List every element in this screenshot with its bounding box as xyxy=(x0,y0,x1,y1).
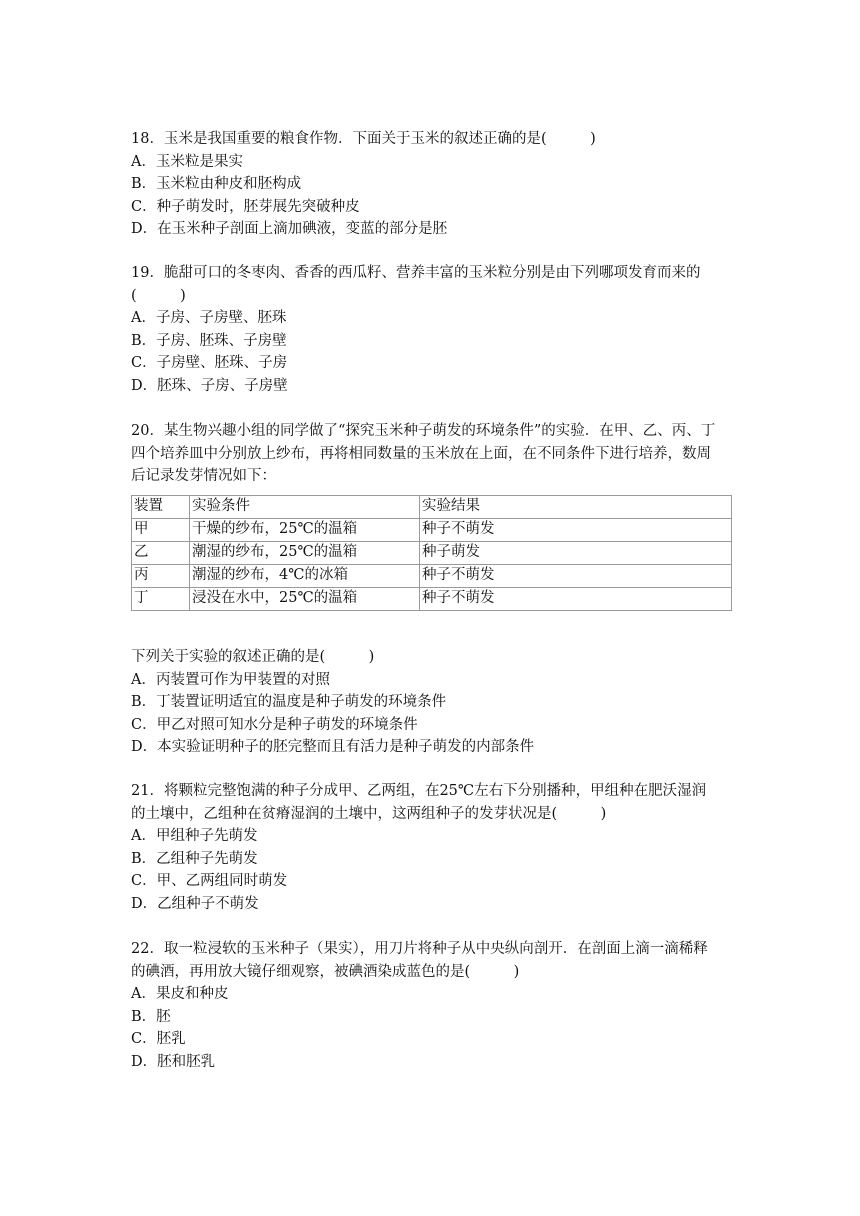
table-row xyxy=(132,541,732,564)
option-c: C．子房壁、胚珠、子房 xyxy=(131,355,288,371)
table-cell: 潮湿的纱布，25℃的温箱 xyxy=(190,541,420,564)
question-stem: 的碘酒，再用放大镜仔细观察，被碘酒染成蓝色的是( ) xyxy=(131,963,520,980)
table-cell: 种子不萌发 xyxy=(420,587,732,610)
table-row xyxy=(132,518,732,541)
option-a: A．玉米粒是果实 xyxy=(131,153,243,170)
question-19 xyxy=(131,262,731,397)
table-header-cell: 装置 xyxy=(132,495,190,518)
option-c: C．甲乙对照可知水分是种子萌发的环境条件 xyxy=(131,716,418,733)
option-c: C．种子萌发时，胚芽展先突破种皮 xyxy=(131,198,360,215)
option-d: D．胚珠、子房、子房壁 xyxy=(131,377,288,394)
option-b: B．丁装置证明适宜的温度是种子萌发的环境条件 xyxy=(131,694,447,710)
table-header-row xyxy=(132,495,732,518)
question-stem: 19．脆甜可口的冬枣肉、香香的西瓜籽、营养丰富的玉米粒分别是由下列哪项发育而来的 xyxy=(131,265,701,281)
question-18 xyxy=(131,128,731,241)
option-a: A．甲组种子先萌发 xyxy=(131,828,258,844)
table-cell: 丁 xyxy=(132,587,190,610)
question-stem: 18．玉米是我国重要的粮食作物．下面关于玉米的叙述正确的是( ) xyxy=(131,131,596,147)
option-a: A．丙装置可作为甲装置的对照 xyxy=(131,671,330,688)
question-stem: 22．取一粒浸软的玉米种子（果实），用刀片将种子从中央纵向剖开．在剖面上滴一滴稀释 xyxy=(131,941,708,957)
option-b: B．乙组种子先萌发 xyxy=(131,850,258,867)
question-stem: 的土壤中，乙组种在贫瘠湿润的土壤中，这两组种子的发芽状况是( ) xyxy=(131,805,607,822)
option-d: D．胚和胚乳 xyxy=(131,1053,216,1070)
question-20 xyxy=(131,420,731,611)
experiment-table xyxy=(131,495,732,611)
table-row xyxy=(132,587,732,610)
option-d: D．本实验证明种子的胚完整而且有活力是种子萌发的内部条件 xyxy=(131,739,535,755)
table-cell: 浸没在水中，25℃的温箱 xyxy=(190,587,420,610)
question-stem: 20．某生物兴趣小组的同学做了“探究玉米种子萌发的环境条件”的实验．在甲、乙、丙、丁 xyxy=(131,423,716,439)
table-cell: 干燥的纱布，25℃的温箱 xyxy=(190,518,420,541)
question-stem: 21．将颗粒完整饱满的种子分成甲、乙两组，在25℃左右下分别播种，甲组种在肥沃湿润 xyxy=(131,783,707,799)
question-20-continued xyxy=(131,646,731,759)
table-cell: 潮湿的纱布，4℃的冰箱 xyxy=(190,564,420,587)
table-cell: 种子萌发 xyxy=(420,541,732,564)
table-cell: 乙 xyxy=(132,541,190,564)
table-cell: 种子不萌发 xyxy=(420,564,732,587)
option-d: D．在玉米种子剖面上滴加碘液，变蓝的部分是胚 xyxy=(131,221,448,237)
table-row xyxy=(132,564,732,587)
question-stem: 后记录发芽情况如下： xyxy=(131,468,276,484)
option-a: A．子房、子房壁、胚珠 xyxy=(131,310,287,326)
option-c: C．胚乳 xyxy=(131,1031,186,1047)
table-cell: 丙 xyxy=(132,564,190,587)
option-b: B．玉米粒由种皮和胚构成 xyxy=(131,176,302,192)
option-a: A．果皮和种皮 xyxy=(131,986,229,1002)
question-22 xyxy=(131,938,731,1073)
table-header-cell: 实验结果 xyxy=(420,495,732,518)
question-21 xyxy=(131,780,731,915)
option-d: D．乙组种子不萌发 xyxy=(131,895,259,912)
table-header-cell: 实验条件 xyxy=(190,495,420,518)
option-c: C．甲、乙两组同时萌发 xyxy=(131,873,288,889)
question-sub-stem: 下列关于实验的叙述正确的是( ) xyxy=(131,649,375,665)
option-b: B．胚 xyxy=(131,1008,171,1025)
table-cell: 种子不萌发 xyxy=(420,518,732,541)
option-b: B．子房、胚珠、子房壁 xyxy=(131,332,287,349)
table-cell: 甲 xyxy=(132,518,190,541)
question-stem: 四个培养皿中分别放上纱布，再将相同数量的玉米放在上面，在不同条件下进行培养，数周 xyxy=(131,445,711,462)
question-stem: ( ) xyxy=(131,287,186,304)
